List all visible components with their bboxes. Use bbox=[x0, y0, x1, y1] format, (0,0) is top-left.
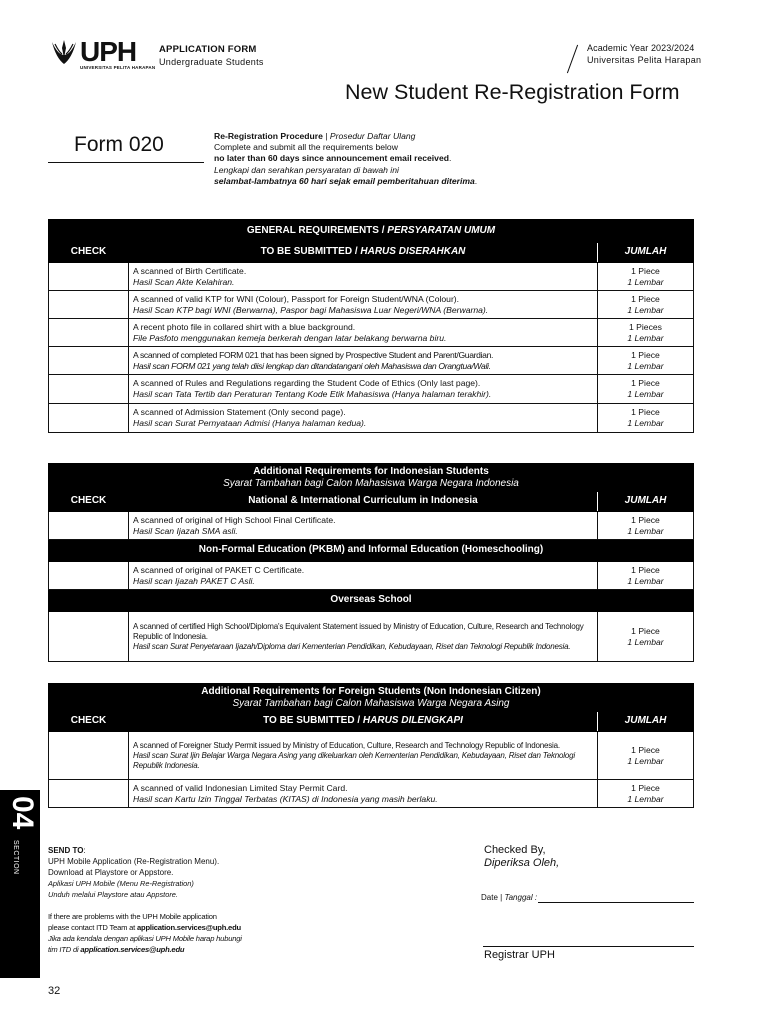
procedure-line-2: no later than 60 days since announcement email received bbox=[214, 153, 449, 164]
qty-id: 1 Lembar bbox=[627, 304, 664, 315]
general-band-title: GENERAL REQUIREMENTS / bbox=[246, 224, 388, 236]
requirement-text-id: Hasil Scan KTP bagi WNI (Berwarna), Paspor bagi Mahasiswa Luar Negeri/WNA (Berwarna). bbox=[133, 304, 489, 315]
qty-id: 1 Lembar bbox=[627, 389, 664, 399]
table-row bbox=[49, 263, 694, 291]
qty-id: 1 Lembar bbox=[627, 276, 664, 287]
qty-id: 1 Lembar bbox=[627, 793, 664, 804]
procedure-title: Re-Registration Procedure bbox=[214, 131, 323, 141]
check-box[interactable] bbox=[49, 612, 129, 662]
header-divider bbox=[567, 45, 578, 74]
form-number: Form 020 bbox=[48, 131, 204, 163]
issues-line-3: Jika ada kendala dengan aplikasi UPH Mobile harap hubungi bbox=[48, 934, 242, 943]
requirement-text: A scanned of Admission Statement (Only second page). bbox=[133, 407, 346, 418]
procedure-title-id: Prosedur Daftar Ulang bbox=[329, 131, 416, 141]
qty-id: 1 Lembar bbox=[627, 332, 664, 343]
academic-year: Academic Year 2023/2024 bbox=[587, 43, 695, 53]
qty: 1 Piece bbox=[631, 514, 660, 525]
col-check: CHECK bbox=[49, 712, 129, 732]
general-band bbox=[49, 220, 694, 243]
requirement-text-id: Hasil scan Tata Tertib dan Peraturan Tentang Kode Etik Mahasiswa (Hanya halaman terakhir). bbox=[133, 389, 492, 399]
requirement-text-id: File Pasfoto menggunakan kemeja berkerah dengan latar belakang berwarna biru. bbox=[133, 332, 447, 343]
signature-line[interactable] bbox=[483, 946, 694, 947]
procedure-line-4-end: . bbox=[474, 175, 478, 186]
col-check: CHECK bbox=[49, 492, 129, 512]
col-check: CHECK bbox=[49, 243, 129, 263]
requirement-text: A scanned of valid KTP for WNI (Colour), Passport for Foreign Student/WNA (Colour). bbox=[133, 293, 460, 304]
check-box[interactable] bbox=[49, 780, 129, 808]
qty: 1 Piece bbox=[631, 378, 660, 389]
requirement-text: A scanned of certified High School/Diploma's Equivalent Statement issued by Ministry of Education, Culture, Research and Technology Republic of Indonesia. bbox=[133, 621, 584, 641]
table-row bbox=[49, 319, 694, 347]
requirement-text-id: Hasil scan FORM 021 yang telah diisi lengkap dan ditandatangani oleh Mahasiswa dan Orangtua/Wali. bbox=[133, 360, 491, 371]
requirement-text: A scanned of original of PAKET C Certificate. bbox=[133, 564, 305, 575]
issues-line-1: If there are problems with the UPH Mobile application bbox=[48, 912, 217, 921]
table-row bbox=[49, 780, 694, 808]
application-form-subtitle: Undergraduate Students bbox=[159, 57, 264, 67]
section-tab bbox=[0, 790, 40, 978]
send-to-colon: : bbox=[83, 846, 86, 855]
qty: 1 Piece bbox=[631, 407, 660, 418]
foreign-band-title-id: Syarat Tambahan bagi Calon Mahasiswa Warga Negara Asing bbox=[232, 697, 510, 709]
support-email-link-id[interactable]: application.services@uph.edu bbox=[80, 945, 185, 954]
requirement-text-id: Hasil scan Ijazah PAKET C Asli. bbox=[133, 575, 255, 586]
indonesian-band bbox=[49, 464, 694, 492]
check-box[interactable] bbox=[49, 404, 129, 433]
col-qty: JUMLAH bbox=[598, 712, 694, 732]
qty: 1 Piece bbox=[631, 293, 660, 304]
qty-id: 1 Lembar bbox=[627, 575, 664, 586]
qty-id: 1 Lembar bbox=[627, 636, 664, 647]
page-title: New Student Re-Registration Form bbox=[345, 80, 680, 104]
requirement-text: A scanned of Birth Certificate. bbox=[133, 265, 247, 276]
col-qty: JUMLAH bbox=[597, 243, 693, 263]
check-box[interactable] bbox=[49, 263, 129, 291]
col-submit: TO BE SUBMITTED / bbox=[263, 715, 363, 727]
col-qty: JUMLAH bbox=[597, 492, 693, 512]
logo-wordmark: UPH bbox=[80, 36, 137, 67]
university-name: Universitas Pelita Harapan bbox=[587, 55, 702, 65]
requirement-text: A scanned of completed FORM 021 that has been signed by Prospective Student and Parent/Guardian. bbox=[133, 349, 494, 360]
section-label: SECTION bbox=[12, 840, 19, 875]
issues-line-4: tim ITD di bbox=[48, 945, 81, 954]
qty: 1 Piece bbox=[631, 744, 660, 755]
table-row bbox=[49, 375, 694, 404]
checked-by-block bbox=[484, 844, 559, 869]
table-row bbox=[49, 562, 694, 590]
qty-id: 1 Lembar bbox=[627, 525, 664, 536]
procedure-block bbox=[214, 131, 477, 187]
send-line-3: Aplikasi UPH Mobile (Menu Re-Registration) bbox=[48, 879, 194, 888]
requirement-text: A scanned of original of High School Final Certificate. bbox=[133, 514, 336, 525]
procedure-line-4: selambat-lambatnya 60 hari sejak email pemberitahuan diterima bbox=[214, 175, 475, 186]
send-line-1: UPH Mobile Application (Re-Registration Menu). bbox=[48, 857, 220, 866]
qty: 1 Piece bbox=[631, 265, 660, 276]
requirement-text-id: Hasil Scan Akte Kelahiran. bbox=[133, 276, 235, 287]
date-label: Date | Tanggal : bbox=[481, 893, 538, 902]
table-row bbox=[49, 612, 694, 662]
page-number: 32 bbox=[48, 985, 61, 997]
general-band-title-id: PERSYARATAN UMUM bbox=[387, 224, 496, 236]
col-submit: TO BE SUBMITTED / bbox=[260, 246, 361, 258]
foreign-band-title: Additional Requirements for Foreign Students (Non Indonesian Citizen) bbox=[201, 686, 541, 697]
section-number: 04 bbox=[6, 796, 39, 830]
procedure-line-3: Lengkapi dan serahkan persyaratan di bawah ini bbox=[214, 164, 399, 175]
procedure-line-2-end: . bbox=[449, 153, 452, 164]
send-line-4: Unduh melalui Playstore atau Appstore. bbox=[48, 890, 178, 899]
check-box[interactable] bbox=[49, 347, 129, 375]
checked-by: Checked By, bbox=[484, 844, 546, 856]
requirement-text: A scanned of Rules and Regulations regarding the Student Code of Ethics (Only last page). bbox=[133, 378, 481, 389]
foreign-band bbox=[49, 684, 694, 712]
send-line-2: Download at Playstore or Appstore. bbox=[48, 868, 174, 877]
issues-line-2: please contact ITD Team at bbox=[48, 923, 138, 932]
table-row bbox=[49, 291, 694, 319]
qty: 1 Pieces bbox=[629, 321, 662, 332]
registrar-label: Registrar UPH bbox=[484, 949, 555, 961]
overseas-title: Overseas School bbox=[49, 590, 694, 612]
logo-subtitle: UNIVERSITAS PELITA HARAPAN bbox=[80, 65, 156, 70]
send-to-label: SEND TO bbox=[48, 846, 84, 855]
check-box[interactable] bbox=[49, 732, 129, 780]
col-submit-id: HARUS DILENGKAPI bbox=[362, 715, 463, 727]
check-box[interactable] bbox=[49, 291, 129, 319]
send-to-block bbox=[48, 845, 219, 900]
foreign-header-row bbox=[49, 712, 694, 732]
check-box[interactable] bbox=[49, 512, 129, 540]
requirement-text-id: Hasil scan Surat Penyetaraan Ijazah/Diploma dari Kementerian Pendidikan, Kebudayaan, Riset dan Teknologi Republik Indonesia. bbox=[133, 641, 571, 651]
application-form-label: APPLICATION FORM bbox=[159, 44, 257, 55]
pkbm-title: Non-Formal Education (PKBM) and Informal Education (Homeschooling) bbox=[49, 540, 694, 562]
qty: 1 Piece bbox=[631, 625, 660, 636]
check-box[interactable] bbox=[49, 562, 129, 590]
pkbm-band bbox=[49, 540, 694, 562]
uph-logo bbox=[50, 38, 160, 74]
general-header-row bbox=[49, 243, 694, 263]
overseas-band bbox=[49, 590, 694, 612]
requirement-text-id: Hasil scan Kartu Izin Tinggal Terbatas (KITAS) di Indonesia yang masih berlaku. bbox=[133, 793, 438, 804]
check-box[interactable] bbox=[49, 375, 129, 404]
indonesian-band-title: Additional Requirements for Indonesian Students bbox=[253, 466, 489, 477]
procedure-line-1: Complete and submit all the requirements below bbox=[214, 142, 398, 153]
check-box[interactable] bbox=[49, 319, 129, 347]
requirement-text-id: Hasil Scan Ijazah SMA asli. bbox=[133, 525, 238, 536]
qty-id: 1 Lembar bbox=[627, 755, 664, 766]
indonesian-header-row bbox=[49, 492, 694, 512]
requirement-text-id: Hasil scan Surat Ijin Belajar Warga Negara Asing yang dikeluarkan oleh Kementerian Pendidikan, Kebudayaan, Riset dan Teknologi Republik Indonesia. bbox=[133, 750, 575, 770]
table-row bbox=[49, 347, 694, 375]
support-email-link[interactable]: application.services@uph.edu bbox=[137, 923, 241, 932]
checked-by-id: Diperiksa Oleh, bbox=[484, 856, 560, 869]
procedure-separator: | bbox=[322, 131, 330, 141]
col-submit-id: HARUS DISERAHKAN bbox=[360, 246, 466, 258]
qty: 1 Piece bbox=[631, 782, 660, 793]
table-row bbox=[49, 732, 694, 780]
requirement-text-id: Hasil scan Surat Pernyataan Admisi (Hanya halaman kedua). bbox=[133, 418, 367, 428]
table-row bbox=[49, 512, 694, 540]
qty-id: 1 Lembar bbox=[627, 360, 664, 371]
indonesian-band-title-id: Syarat Tambahan bagi Calon Mahasiswa Warga Negara Indonesia bbox=[223, 477, 519, 489]
qty: 1 Piece bbox=[631, 564, 660, 575]
col-national-curriculum: National & International Curriculum in Indonesia bbox=[129, 492, 598, 512]
table-row bbox=[49, 404, 694, 433]
requirement-text: A scanned of Foreigner Study Permit issued by Ministry of Education, Culture, Research and Technology Republic of Indonesia. bbox=[133, 740, 560, 750]
requirement-text: A scanned of valid Indonesian Limited Stay Permit Card. bbox=[133, 782, 348, 793]
indonesian-requirements-table bbox=[48, 463, 694, 662]
qty: 1 Piece bbox=[631, 349, 660, 360]
general-requirements-table bbox=[48, 219, 694, 433]
date-field[interactable] bbox=[538, 902, 694, 903]
requirement-text: A recent photo file in collared shirt with a blue background. bbox=[133, 321, 356, 332]
uph-emblem-icon bbox=[50, 38, 78, 68]
foreign-requirements-table bbox=[48, 683, 694, 808]
issues-block bbox=[48, 911, 242, 955]
qty-id: 1 Lembar bbox=[627, 418, 664, 428]
